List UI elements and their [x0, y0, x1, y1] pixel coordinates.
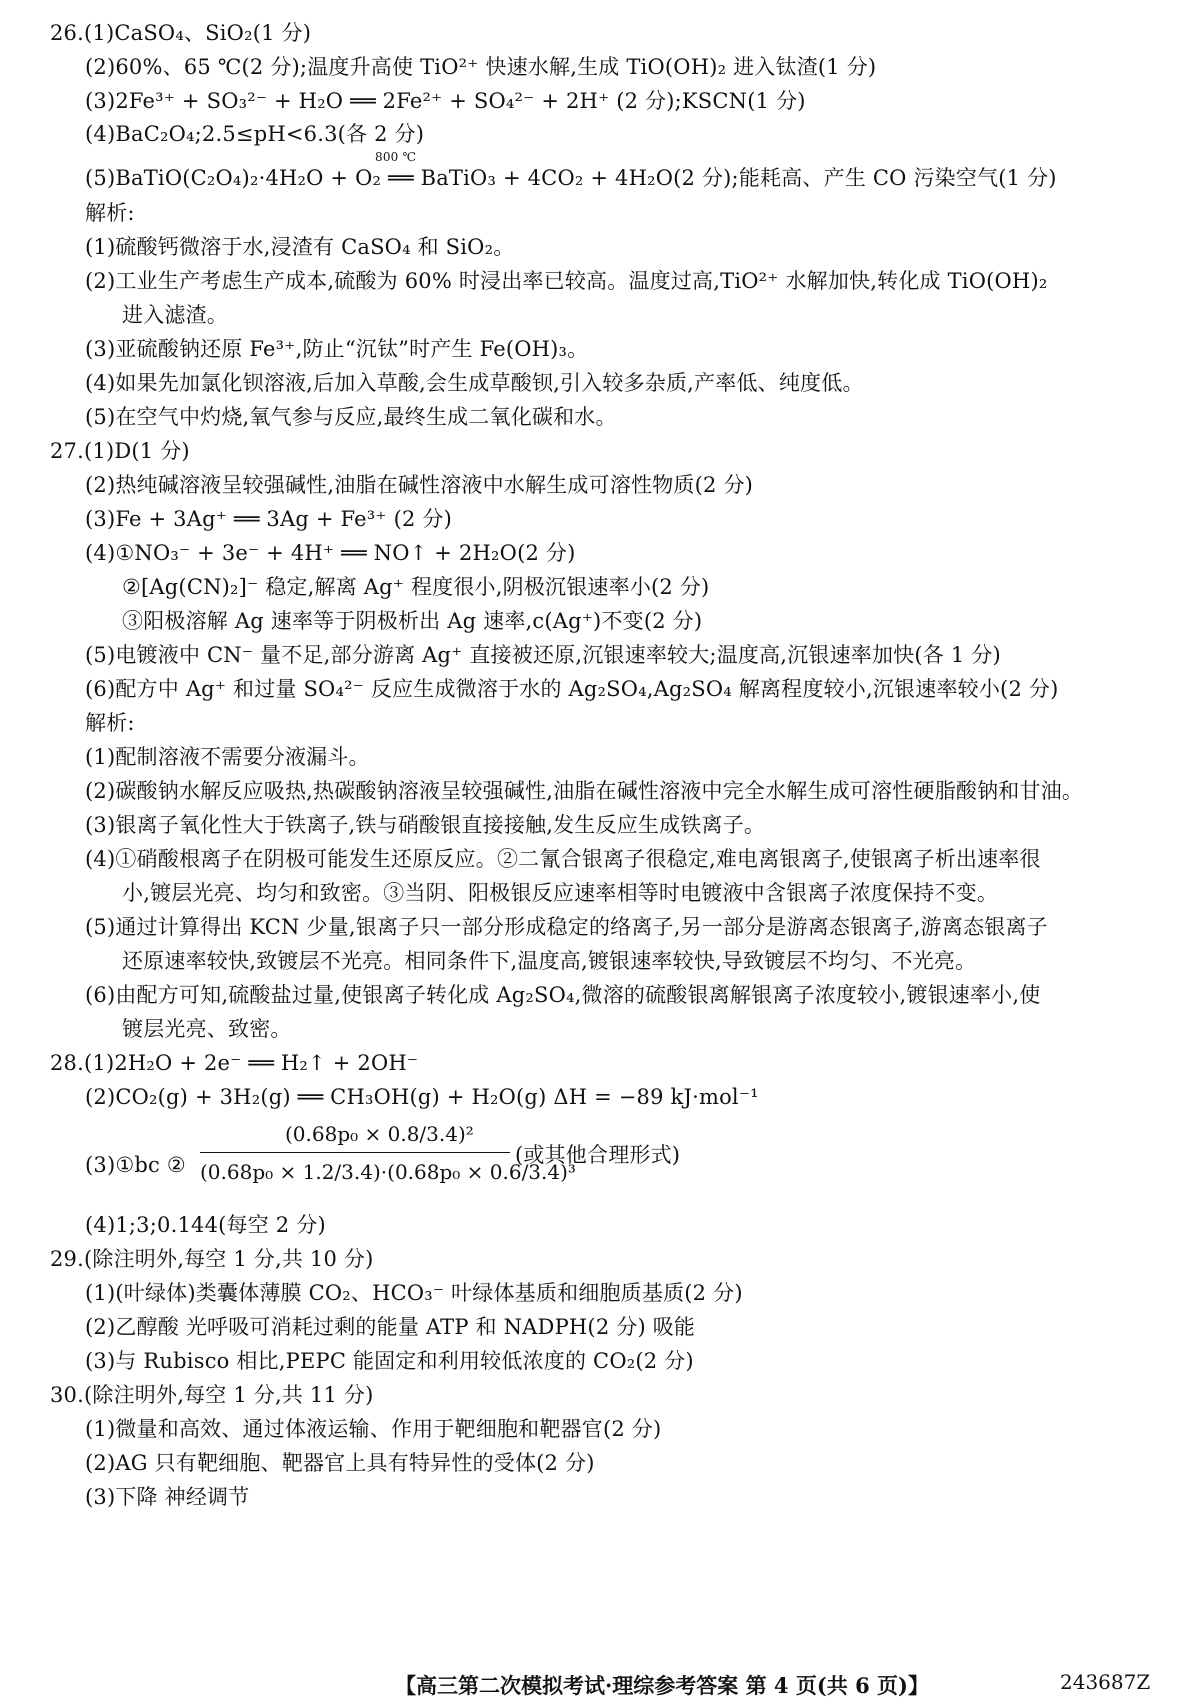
- q28-4: (4)1;3;0.144(每空 2 分): [85, 1213, 326, 1237]
- q26-analysis-5: (5)在空气中灼烧,氧气参与反应,最终生成二氧化碳和水。: [85, 405, 617, 429]
- kp-numerator: (0.68p₀ × 0.8/3.4)²: [285, 1122, 474, 1146]
- q29-3: (3)与 Rubisco 相比,PEPC 能固定和利用较低浓度的 CO₂(2 分): [85, 1349, 694, 1373]
- q30-2: (2)AG 只有靶细胞、靶器官上具有特异性的受体(2 分): [85, 1451, 595, 1475]
- q26-1: 26.(1)CaSO₄、SiO₂(1 分): [50, 21, 312, 45]
- q30-1: (1)微量和高效、通过体液运输、作用于靶细胞和靶器官(2 分): [85, 1417, 662, 1441]
- document-code: 243687Z: [1060, 1670, 1151, 1694]
- q27-analysis-6-cont: 镀层光亮、致密。: [122, 1017, 292, 1041]
- q27-4-2: ②[Ag(CN)₂]⁻ 稳定,解离 Ag⁺ 程度很小,阴极沉银速率小(2 分): [122, 575, 710, 599]
- q29-1: (1)(叶绿体)类囊体薄膜 CO₂、HCO₃⁻ 叶绿体基质和细胞质基质(2 分): [85, 1281, 743, 1305]
- q26-5: (5)BaTiO(C₂O₄)₂·4H₂O + O₂ ══ BaTiO₃ + 4CO₂ + 4H₂O(2 分);能耗高、产生 CO 污染空气(1 分): [85, 166, 1057, 190]
- q27-analysis-3: (3)银离子氧化性大于铁离子,铁与硝酸银直接接触,发生反应生成铁离子。: [85, 813, 766, 837]
- q27-analysis-2: (2)碳酸钠水解反应吸热,热碳酸钠溶液呈较强碱性,油脂在碱性溶液中完全水解生成可溶性硬脂酸钠和甘油。: [85, 779, 1084, 803]
- q27-4: (4)①NO₃⁻ + 3e⁻ + 4H⁺ ══ NO↑ + 2H₂O(2 分): [85, 541, 576, 565]
- kp-denominator: (0.68p₀ × 1.2/3.4)·(0.68p₀ × 0.6/3.4)³: [200, 1160, 576, 1184]
- q27-analysis-6: (6)由配方可知,硫酸盐过量,使银离子转化成 Ag₂SO₄,微溶的硫酸银离解银离子浓度较小,镀银速率小,使: [85, 983, 1041, 1007]
- q30-3: (3)下降 神经调节: [85, 1485, 250, 1509]
- q27-3: (3)Fe + 3Ag⁺ ══ 3Ag + Fe³⁺ (2 分): [85, 507, 452, 531]
- q28-2: (2)CO₂(g) + 3H₂(g) ══ CH₃OH(g) + H₂O(g) ΔH = −89 kJ·mol⁻¹: [85, 1085, 759, 1109]
- q26-analysis-1: (1)硫酸钙微溶于水,浸渣有 CaSO₄ 和 SiO₂。: [85, 235, 515, 259]
- q27-analysis-1: (1)配制溶液不需要分液漏斗。: [85, 745, 370, 769]
- q27-analysis-4-cont: 小,镀层光亮、均匀和致密。③当阴、阳极银反应速率相等时电镀液中含银离子浓度保持不变。: [122, 881, 999, 905]
- q26-analysis-4: (4)如果先加氯化钡溶液,后加入草酸,会生成草酸钡,引入较多杂质,产率低、纯度低。: [85, 371, 864, 395]
- q27-2: (2)热纯碱溶液呈较强碱性,油脂在碱性溶液中水解生成可溶性物质(2 分): [85, 473, 754, 497]
- q27-6: (6)配方中 Ag⁺ 和过量 SO₄²⁻ 反应生成微溶于水的 Ag₂SO₄,Ag₂SO₄ 解离程度较小,沉银速率较小(2 分): [85, 677, 1059, 701]
- q28-3-label: (3)①bc ②: [85, 1153, 186, 1177]
- q26-analysis-2-cont: 进入滤渣。: [122, 303, 228, 327]
- q30-heading: 30.(除注明外,每空 1 分,共 11 分): [50, 1383, 374, 1407]
- q28-3-note: (或其他合理形式): [515, 1143, 681, 1167]
- page-footer: 【高三第二次模拟考试·理综参考答案 第 4 页(共 6 页)】: [395, 1673, 929, 1698]
- q27-analysis-heading: 解析:: [85, 711, 135, 735]
- q27-1: 27.(1)D(1 分): [50, 439, 190, 463]
- q26-analysis-2: (2)工业生产考虑生产成本,硫酸为 60% 时浸出率已较高。温度过高,TiO²⁺ 水解加快,转化成 TiO(OH)₂: [85, 269, 1048, 293]
- q27-analysis-5-cont: 还原速率较快,致镀层不光亮。相同条件下,温度高,镀银速率较快,导致镀层不均匀、不光亮。: [122, 949, 977, 973]
- fraction-bar: [200, 1152, 510, 1153]
- q26-2: (2)60%、65 ℃(2 分);温度升高使 TiO²⁺ 快速水解,生成 TiO(OH)₂ 进入钛渣(1 分): [85, 55, 877, 79]
- q26-4: (4)BaC₂O₄;2.5≤pH<6.3(各 2 分): [85, 122, 425, 146]
- q27-5: (5)电镀液中 CN⁻ 量不足,部分游离 Ag⁺ 直接被还原,沉银速率较大;温度高,沉银速率加快(各 1 分): [85, 643, 1001, 667]
- q27-analysis-5: (5)通过计算得出 KCN 少量,银离子只一部分形成稳定的络离子,另一部分是游离态银离子,游离态银离子: [85, 915, 1048, 939]
- reaction-condition: 800 ℃: [375, 150, 417, 164]
- q26-analysis-3: (3)亚硫酸钠还原 Fe³⁺,防止“沉钛”时产生 Fe(OH)₃。: [85, 337, 589, 361]
- q27-analysis-4: (4)①硝酸根离子在阴极可能发生还原反应。②二氰合银离子很稳定,难电离银离子,使银离子析出速率很: [85, 847, 1041, 871]
- q29-heading: 29.(除注明外,每空 1 分,共 10 分): [50, 1247, 374, 1271]
- q29-2: (2)乙醇酸 光呼吸可消耗过剩的能量 ATP 和 NADPH(2 分) 吸能: [85, 1315, 696, 1339]
- q27-4-3: ③阳极溶解 Ag 速率等于阴极析出 Ag 速率,c(Ag⁺)不变(2 分): [122, 609, 703, 633]
- q28-1: 28.(1)2H₂O + 2e⁻ ══ H₂↑ + 2OH⁻: [50, 1051, 419, 1075]
- q26-analysis-heading: 解析:: [85, 201, 135, 225]
- q26-3: (3)2Fe³⁺ + SO₃²⁻ + H₂O ══ 2Fe²⁺ + SO₄²⁻ + 2H⁺ (2 分);KSCN(1 分): [85, 89, 806, 113]
